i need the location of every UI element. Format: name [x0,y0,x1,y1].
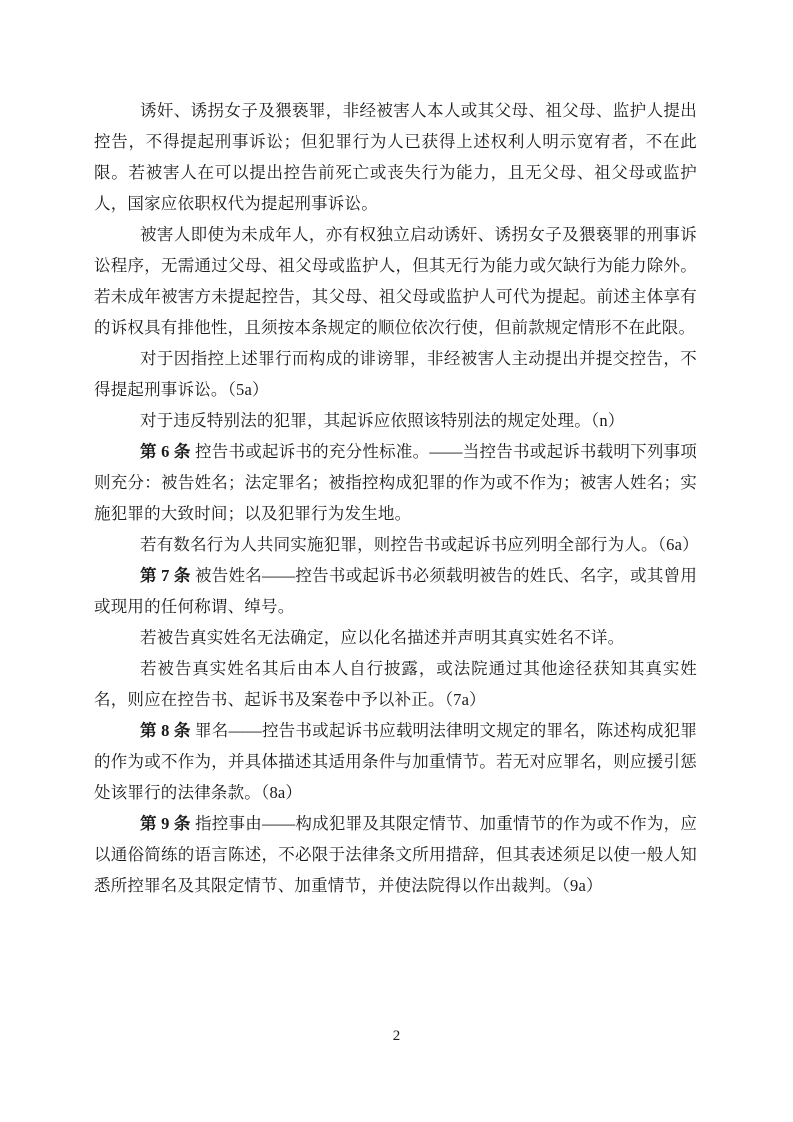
article-number: 第 9 条 [140,814,191,833]
page-number: 2 [392,1028,401,1044]
paragraph-text: 若被告真实姓名其后由本人自行披露，或法院通过其他途径获知其真实姓名，则应在控告书、起诉书及案卷中予以补正。（7a） [94,659,697,709]
paragraph-text: 罪名——控告书或起诉书应载明法律明文规定的罪名，陈述构成犯罪的作为或不作为，并具体描述其适用条件与加重情节。若无对应罪名，则应援引惩处该罪行的法律条款。（8a） [94,721,698,802]
paragraph-text: 若被告真实姓名无法确定，应以化名描述并声明其真实姓名不详。 [140,628,625,647]
body-paragraph [94,622,697,653]
paragraph-text: 被告姓名——控告书或起诉书必须载明被告的姓氏、名字，或其曾用或现用的任何称谓、绰号。 [94,566,698,616]
body-paragraph [94,405,697,436]
paragraph-text: 诱奸、诱拐女子及猥亵罪，非经被害人本人或其父母、祖父母、监护人提出控告，不得提起刑事诉讼；但犯罪行为人已获得上述权利人明示宽宥者，不在此限。若被害人在可以提出控告前死亡或丧失行为能力，且无父母、祖父母或监护人，国家应依职权代为提起刑事诉讼。 [94,101,697,213]
article-paragraph [94,808,697,901]
paragraph-text: 对于违反特别法的犯罪，其起诉应依照该特别法的规定处理。（n） [140,411,625,430]
body-paragraph [94,529,697,560]
document-body [94,95,697,901]
article-number: 第 7 条 [140,566,191,585]
body-paragraph [94,343,697,405]
article-number: 第 6 条 [140,442,191,461]
paragraph-text: 指控事由——构成犯罪及其限定情节、加重情节的作为或不作为，应以通俗简练的语言陈述，不必限于法律条文所用措辞，但其表述须足以使一般人知悉所控罪名及其限定情节、加重情节，并使法院得以作出裁判。（9a） [94,814,698,895]
article-paragraph [94,715,697,808]
body-paragraph [94,219,697,343]
body-paragraph [94,653,697,715]
article-paragraph [94,560,697,622]
paragraph-text: 对于因指控上述罪行而构成的诽谤罪，非经被害人主动提出并提交控告，不得提起刑事诉讼。（5a） [94,349,697,399]
paragraph-text: 控告书或起诉书的充分性标准。——当控告书或起诉书载明下列事项则充分：被告姓名；法定罪名；被指控构成犯罪的作为或不作为；被害人姓名；实施犯罪的大致时间；以及犯罪行为发生地。 [94,442,698,523]
body-paragraph [94,95,697,219]
paragraph-text: 若有数名行为人共同实施犯罪，则控告书或起诉书应列明全部行为人。（6a） [140,535,699,554]
paragraph-text: 被害人即使为未成年人，亦有权独立启动诱奸、诱拐女子及猥亵罪的刑事诉讼程序，无需通过父母、祖父母或监护人，但其无行为能力或欠缺行为能力除外。若未成年被害方未提起控告，其父母、祖父母或监护人可代为提起。前述主体享有的诉权具有排他性，且须按本条规定的顺位依次行使，但前款规定情形不在此限。 [94,225,697,337]
article-paragraph [94,436,697,529]
article-number: 第 8 条 [140,721,191,740]
